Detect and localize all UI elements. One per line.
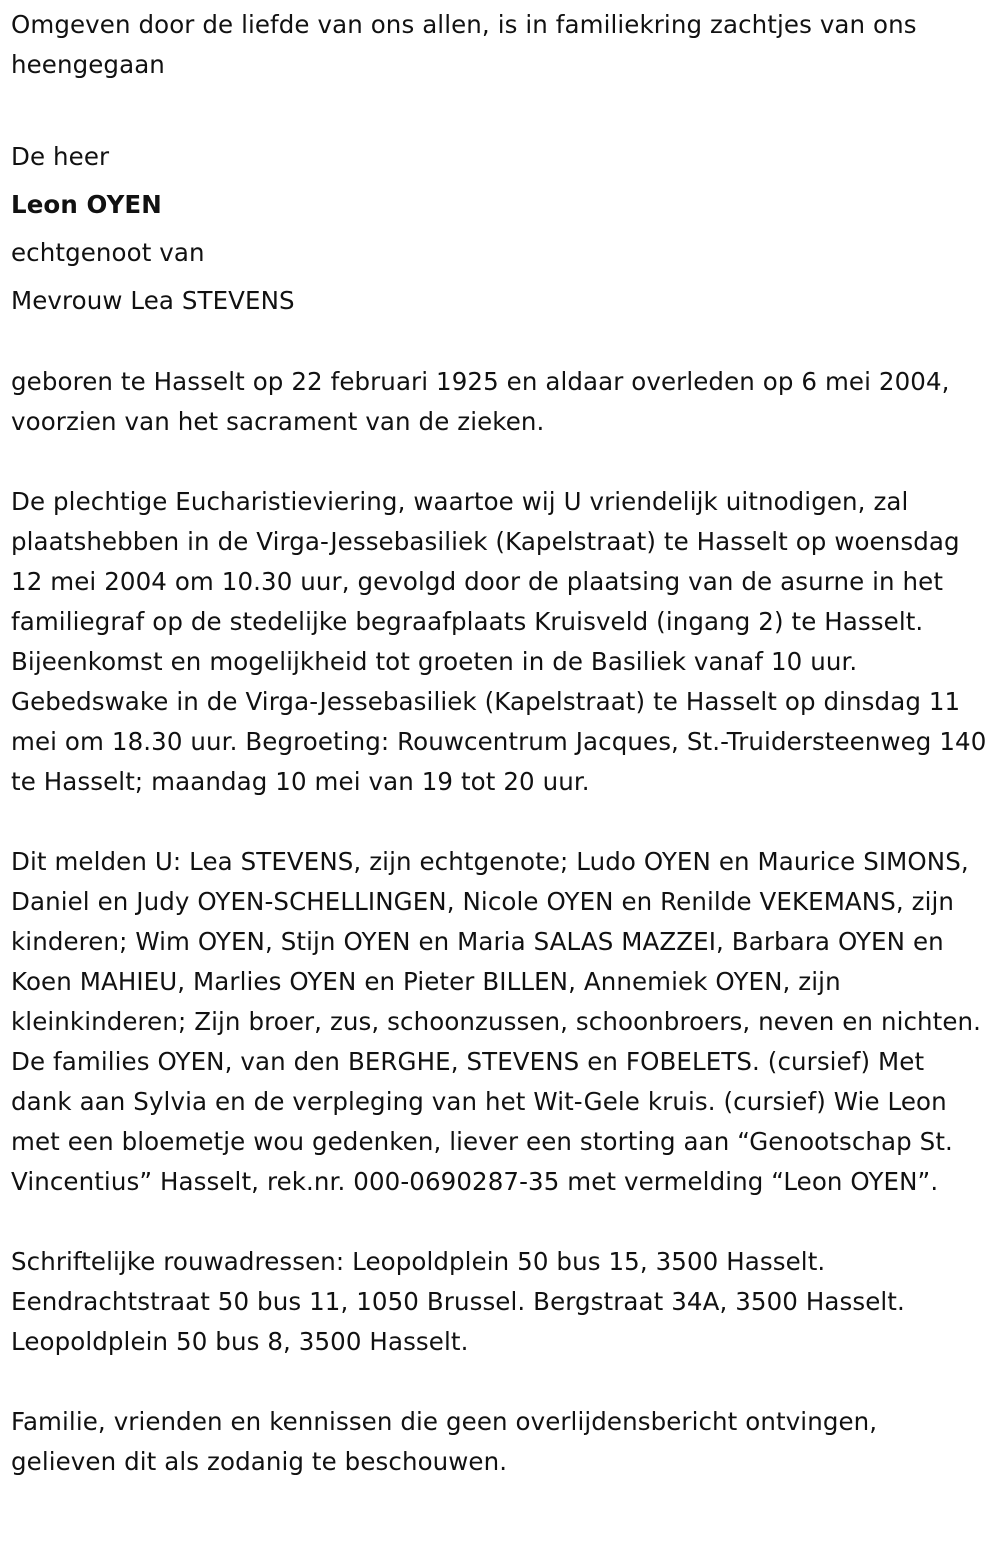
closing-text: Familie, vrienden en kennissen die geen overlijdensbericht ontvingen, gelieven dit als zodanig te beschouwen. bbox=[11, 1407, 878, 1476]
title-prefix: De heer bbox=[11, 142, 110, 171]
intro-text: Omgeven door de liefde van ons allen, is in familiekring zachtjes van ons heengegaan bbox=[11, 10, 917, 79]
family-text: Dit melden U: Lea STEVENS, zijn echtgenote; Ludo OYEN en Maurice SIMONS, Daniel en Judy OYEN-SCHELLINGEN, Nicole OYEN en Renilde VEKEMANS, zijn kinderen; Wim OYEN, Stijn OYEN en Maria SALAS MAZZEI, Barbara OYEN en Koen MAHIEU, Marlies OYEN en Pieter BILLEN, Annemiek OYEN, zijn kleinkinderen; Zijn broer, zus, schoonzussen, schoonbroers, neven en nichten. De families OYEN, van den BERGHE, STEVENS en FOBELETS. (cursief) Met dank aan Sylvia en de verpleging van het Wit-Gele kruis. (cursief) Wie Leon met een bloemetje wou gedenken, liever een storting aan “Genootschap St. Vincentius” Hasselt, rek.nr. 000-0690287-35 met vermelding “Leon OYEN”. bbox=[11, 847, 982, 1196]
deceased-name: Leon OYEN bbox=[11, 190, 162, 219]
spouse-name: Mevrouw Lea STEVENS bbox=[11, 286, 295, 315]
ceremony-text: De plechtige Eucharistieviering, waartoe wij U vriendelijk uitnodigen, zal plaatshebben in de Virga-Jessebasiliek (Kapelstraat) te Hasselt op woensdag 12 mei 2004 om 10.30 uur, gevolgd door de plaatsing van de asurne in het familiegraf op de stedelijke begraafplaats Kruisveld (ingang 2) te Hasselt. Bijeenkomst en mogelijkheid tot groeten in de Basiliek vanaf 10 uur. Gebedswake in de Virga-Jessebasiliek (Kapelstraat) te Hasselt op dinsdag 11 mei om 18.30 uur. Begroeting: Rouwcentrum Jacques, St.-Truidersteenweg 140 te Hasselt; maandag 10 mei van 19 tot 20 uur. bbox=[11, 487, 987, 796]
birth-death-text: geboren te Hasselt op 22 februari 1925 en aldaar overleden op 6 mei 2004, voorzien van het sacrament van de zieken. bbox=[11, 367, 950, 436]
spouse-label: echtgenoot van bbox=[11, 238, 205, 267]
addresses-text: Schriftelijke rouwadressen: Leopoldplein 50 bus 15, 3500 Hasselt. Eendrachtstraat 50 bus 11, 1050 Brussel. Bergstraat 34A, 3500 Hasselt. Leopoldplein 50 bus 8, 3500 Hasselt. bbox=[11, 1247, 905, 1356]
